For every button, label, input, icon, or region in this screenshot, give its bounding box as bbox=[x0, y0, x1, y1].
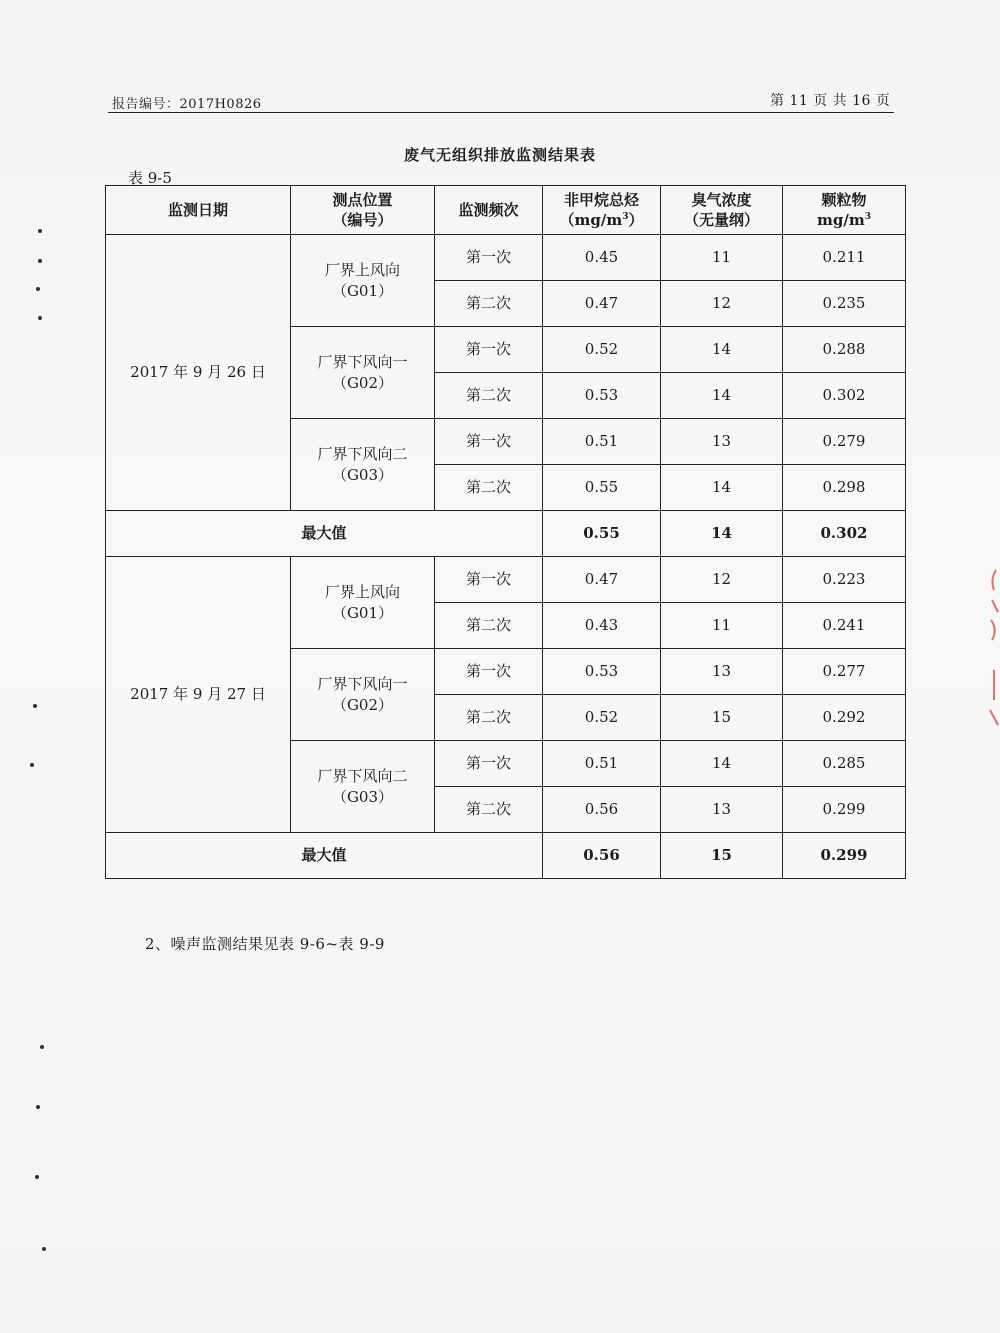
frequency-cell: 第一次 bbox=[435, 741, 543, 787]
seal-stamp-edge bbox=[988, 560, 1000, 750]
col-header-date: 监测日期 bbox=[106, 186, 291, 235]
odor-cell: 11 bbox=[661, 235, 783, 281]
binding-hole-mark bbox=[40, 1045, 44, 1049]
odor-cell: 14 bbox=[661, 741, 783, 787]
max-nmhc-cell: 0.55 bbox=[543, 511, 661, 557]
particulate-cell: 0.279 bbox=[783, 419, 906, 465]
nmhc-cell: 0.47 bbox=[543, 281, 661, 327]
binding-hole-mark bbox=[42, 1247, 46, 1251]
report-number-value: 2017H0826 bbox=[179, 97, 262, 112]
report-number bbox=[112, 93, 262, 112]
col-header-location: 测点位置 （编号） bbox=[291, 186, 435, 235]
nmhc-cell: 0.53 bbox=[543, 373, 661, 419]
binding-hole-mark bbox=[35, 1175, 39, 1179]
nmhc-cell: 0.52 bbox=[543, 327, 661, 373]
odor-cell: 13 bbox=[661, 649, 783, 695]
max-label-cell: 最大值 bbox=[106, 511, 543, 557]
odor-cell: 14 bbox=[661, 373, 783, 419]
odor-cell: 14 bbox=[661, 465, 783, 511]
page-info: 第 11 页 共 16 页 bbox=[770, 93, 891, 109]
location-cell: 厂界下风向一 （G02） bbox=[291, 327, 435, 419]
col-header-odor: 臭气浓度 （无量纲） bbox=[661, 186, 783, 235]
particulate-cell: 0.292 bbox=[783, 695, 906, 741]
max-particulate-cell: 0.299 bbox=[783, 833, 906, 879]
col-header-nmhc: 非甲烷总烃 $(mg/m^3)$ bbox=[543, 186, 661, 235]
odor-cell: 13 bbox=[661, 787, 783, 833]
particulate-cell: 0.298 bbox=[783, 465, 906, 511]
report-number-label: 报告编号： bbox=[112, 97, 180, 112]
frequency-cell: 第二次 bbox=[435, 281, 543, 327]
odor-cell: 12 bbox=[661, 557, 783, 603]
binding-hole-mark bbox=[38, 259, 42, 263]
frequency-cell: 第一次 bbox=[435, 419, 543, 465]
max-odor-cell: 15 bbox=[661, 833, 783, 879]
table-header-row bbox=[106, 186, 906, 235]
frequency-cell: 第一次 bbox=[435, 235, 543, 281]
binding-hole-mark bbox=[38, 229, 42, 233]
nmhc-cell: 0.55 bbox=[543, 465, 661, 511]
frequency-cell: 第一次 bbox=[435, 557, 543, 603]
noise-note: 2、噪声监测结果见表 9-6~表 9-9 bbox=[145, 935, 385, 953]
frequency-cell: 第二次 bbox=[435, 603, 543, 649]
nmhc-cell: 0.45 bbox=[543, 235, 661, 281]
table-row bbox=[106, 557, 906, 603]
frequency-cell: 第一次 bbox=[435, 649, 543, 695]
location-cell: 厂界下风向二 （G03） bbox=[291, 741, 435, 833]
max-particulate-cell: 0.302 bbox=[783, 511, 906, 557]
nmhc-cell: 0.47 bbox=[543, 557, 661, 603]
frequency-cell: 第一次 bbox=[435, 327, 543, 373]
table-label: 表 9-5 bbox=[128, 169, 172, 187]
col-header-particulate: 颗粒物 $mg/m^3$ bbox=[783, 186, 906, 235]
binding-hole-mark bbox=[38, 316, 42, 320]
particulate-cell: 0.235 bbox=[783, 281, 906, 327]
location-cell: 厂界上风向 （G01） bbox=[291, 557, 435, 649]
nmhc-cell: 0.51 bbox=[543, 419, 661, 465]
nmhc-cell: 0.51 bbox=[543, 741, 661, 787]
col-header-frequency: 监测频次 bbox=[435, 186, 543, 235]
odor-cell: 13 bbox=[661, 419, 783, 465]
frequency-cell: 第二次 bbox=[435, 787, 543, 833]
max-row bbox=[106, 511, 906, 557]
odor-cell: 15 bbox=[661, 695, 783, 741]
nmhc-cell: 0.56 bbox=[543, 787, 661, 833]
frequency-cell: 第二次 bbox=[435, 373, 543, 419]
binding-hole-mark bbox=[36, 1105, 40, 1109]
max-nmhc-cell: 0.56 bbox=[543, 833, 661, 879]
date-cell: 2017 年 9 月 27 日 bbox=[106, 557, 291, 833]
particulate-cell: 0.277 bbox=[783, 649, 906, 695]
particulate-cell: 0.302 bbox=[783, 373, 906, 419]
nmhc-cell: 0.52 bbox=[543, 695, 661, 741]
odor-cell: 11 bbox=[661, 603, 783, 649]
date-cell: 2017 年 9 月 26 日 bbox=[106, 235, 291, 511]
nmhc-cell: 0.43 bbox=[543, 603, 661, 649]
max-label-cell: 最大值 bbox=[106, 833, 543, 879]
results-table bbox=[105, 185, 906, 879]
odor-cell: 14 bbox=[661, 327, 783, 373]
max-odor-cell: 14 bbox=[661, 511, 783, 557]
particulate-cell: 0.223 bbox=[783, 557, 906, 603]
location-cell: 厂界下风向一 （G02） bbox=[291, 649, 435, 741]
location-cell: 厂界下风向二 （G03） bbox=[291, 419, 435, 511]
frequency-cell: 第二次 bbox=[435, 465, 543, 511]
nmhc-cell: 0.53 bbox=[543, 649, 661, 695]
binding-hole-mark bbox=[30, 763, 34, 767]
particulate-cell: 0.241 bbox=[783, 603, 906, 649]
table-row bbox=[106, 235, 906, 281]
particulate-cell: 0.299 bbox=[783, 787, 906, 833]
frequency-cell: 第二次 bbox=[435, 695, 543, 741]
binding-hole-mark bbox=[33, 704, 37, 708]
header-divider bbox=[108, 112, 894, 113]
odor-cell: 12 bbox=[661, 281, 783, 327]
max-row bbox=[106, 833, 906, 879]
document-title: 废气无组织排放监测结果表 bbox=[403, 146, 596, 164]
particulate-cell: 0.285 bbox=[783, 741, 906, 787]
location-cell: 厂界上风向 （G01） bbox=[291, 235, 435, 327]
particulate-cell: 0.288 bbox=[783, 327, 906, 373]
particulate-cell: 0.211 bbox=[783, 235, 906, 281]
binding-hole-mark bbox=[36, 287, 40, 291]
